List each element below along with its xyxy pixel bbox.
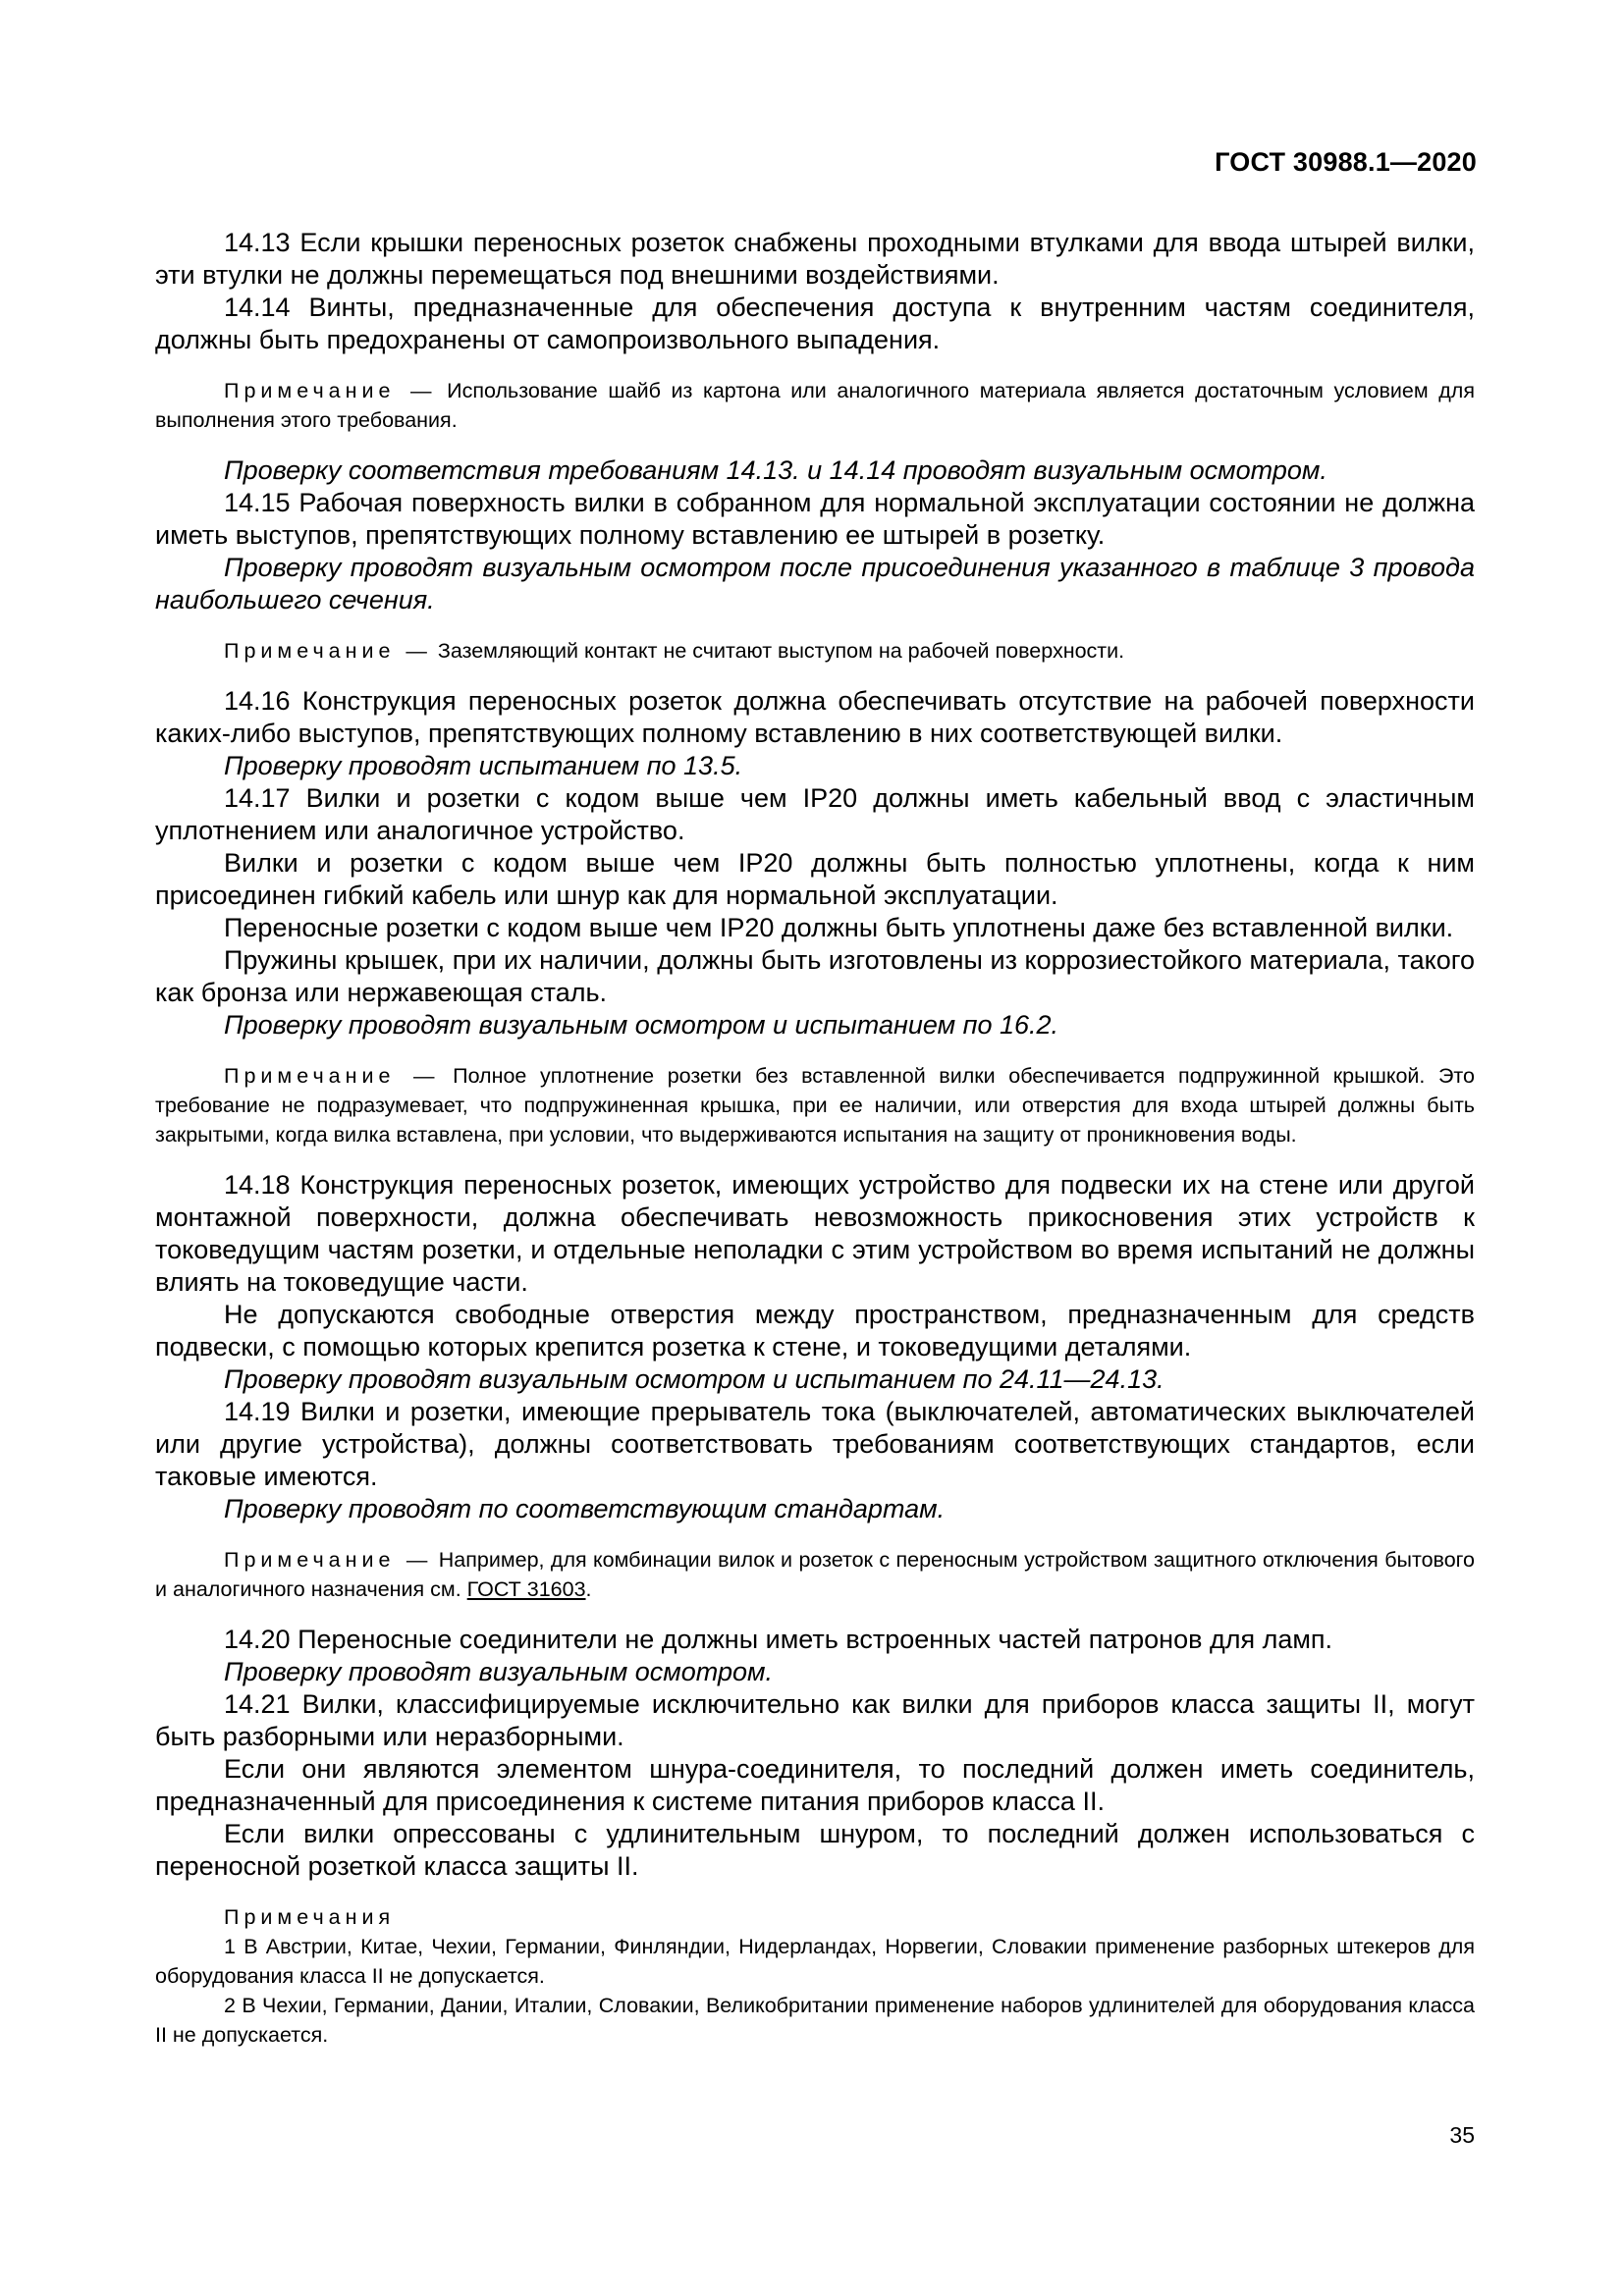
page-content [155,227,1475,2050]
note-label: Примечание — [224,379,437,402]
paragraph-14-17-b: Вилки и розетки с кодом выше чем IP20 должны быть полностью уплотнены, когда к ним присоединен гибкий кабель или шнур как для нормальной эксплуатации. [155,848,1475,910]
check-14-18: Проверку проводят визуальным осмотром и испытанием по 24.11—24.13. [224,1364,1164,1394]
standard-code: ГОСТ 30988.1—2020 [1215,147,1477,177]
paragraph-14-18-b: Не допускаются свободные отверстия между пространством, предназначенным для средств подвески, с помощью которых крепится розетка к стене, и токоведущими деталями. [155,1300,1475,1362]
paragraph-14-17-c: Переносные розетки с кодом выше чем IP20 должны быть уплотнены даже без вставленной вилки. [224,913,1454,942]
note-text: Заземляющий контакт не считают выступом на рабочей поверхности. [437,639,1125,663]
paragraph-14-18: 14.18 Конструкция переносных розеток, имеющих устройство для подвески их на стене или другой монтажной поверхности, должна обеспечивать невозможность прикосновения этих устройств к токоведущим частям розетки, и отдельные неполадки с этим устройством во время испытаний не должны влиять на токоведущие части. [155,1170,1475,1297]
paragraph-14-16: 14.16 Конструкция переносных розеток должна обеспечивать отсутствие на рабочей поверхности каких-либо выступов, препятствующих полному вставлению в них соответствующей вилки. [155,686,1475,748]
paragraph-14-13: 14.13 Если крышки переносных розеток снабжены проходными втулками для ввода штырей вилки, эти втулки не должны перемещаться под внешними воздействиями. [155,228,1475,290]
check-14-19: Проверку проводят по соответствующим стандартам. [224,1494,946,1523]
page-number: 35 [1449,2122,1475,2148]
notes-block [155,1902,1475,2050]
paragraph-14-17-d: Пружины крышек, при их наличии, должны быть изготовлены из коррозиестойкого материала, такого как бронза или нержавеющая сталь. [155,945,1475,1007]
notes-item-1: 1 В Австрии, Китае, Чехии, Германии, Финляндии, Нидерландах, Норвегии, Словакии применение разборных штекеров для оборудования класса II не допускается. [155,1935,1475,1988]
note-label: Примечание — [224,639,432,663]
notes-heading: Примечания [224,1905,396,1929]
notes-item-2: 2 В Чехии, Германии, Дании, Италии, Словакии, Великобритании применение наборов удлинителей для оборудования класса II не допускается. [155,1994,1475,2047]
note-2 [155,636,1475,666]
note-text: Использование шайб из картона или аналогичного материала является достаточным условием для выполнения этого требования. [155,379,1475,432]
check-14-16: Проверку проводят испытанием по 13.5. [224,751,743,780]
paragraph-14-20: 14.20 Переносные соединители не должны иметь встроенных частей патронов для ламп. [224,1625,1333,1654]
paragraph-14-21: 14.21 Вилки, классифицируемые исключительно как вилки для приборов класса защиты II, могут быть разборными или неразборными. [155,1689,1475,1751]
note-4 [155,1545,1475,1604]
paragraph-14-19: 14.19 Вилки и розетки, имеющие прерыватель тока (выключателей, автоматических выключателей или другие устройства), должны соответствовать требованиям соответствующих стандартов, если таковые имеются. [155,1397,1475,1491]
check-14-17: Проверку проводят визуальным осмотром и испытанием по 16.2. [224,1010,1059,1040]
note-text: Например, для комбинации вилок и розеток с переносным устройством защитного отключения бытового и аналогичного назначения см. [155,1548,1475,1601]
paragraph-14-17: 14.17 Вилки и розетки с кодом выше чем IP20 должны иметь кабельный ввод с эластичным уплотнением или аналогичное устройство. [155,783,1475,845]
paragraph-14-14: 14.14 Винты, предназначенные для обеспечения доступа к внутренним частям соединителя, должны быть предохранены от самопроизвольного выпадения. [155,293,1475,354]
note-1 [155,376,1475,435]
check-14-15: Проверку проводят визуальным осмотром после присоединения указанного в таблице 3 провода наибольшего сечения. [155,553,1475,614]
note-label: Примечание — [224,1548,433,1572]
note-label: Примечание — [224,1064,440,1088]
paragraph-14-21-b: Если они являются элементом шнура-соединителя, то последний должен иметь соединитель, предназначенный для присоединения к системе питания приборов класса II. [155,1754,1475,1816]
note-text: Полное уплотнение розетки без вставленной вилки обеспечивается подпружинной крышкой. Это требование не подразумевает, что подпружиненная крышка, при ее наличии, или отверстия для входа штырей должны быть закрытыми, когда вилка вставлена, при условии, что выдерживаются испытания на защиту от проникновения воды. [155,1064,1475,1147]
check-14-13-14: Проверку соответствия требованиям 14.13. и 14.14 проводят визуальным осмотром. [224,455,1327,485]
gost-31603-link[interactable]: ГОСТ 31603 [466,1577,586,1601]
paragraph-14-15: 14.15 Рабочая поверхность вилки в собранном для нормальной эксплуатации состоянии не должна иметь выступов, препятствующих полному вставлению ее штырей в розетку. [155,488,1475,550]
paragraph-14-21-c: Если вилки опрессованы с удлинительным шнуром, то последний должен использоваться с переносной розеткой класса защиты II. [155,1819,1475,1881]
note-3 [155,1061,1475,1149]
note-end: . [585,1577,592,1601]
check-14-20: Проверку проводят визуальным осмотром. [224,1657,774,1686]
